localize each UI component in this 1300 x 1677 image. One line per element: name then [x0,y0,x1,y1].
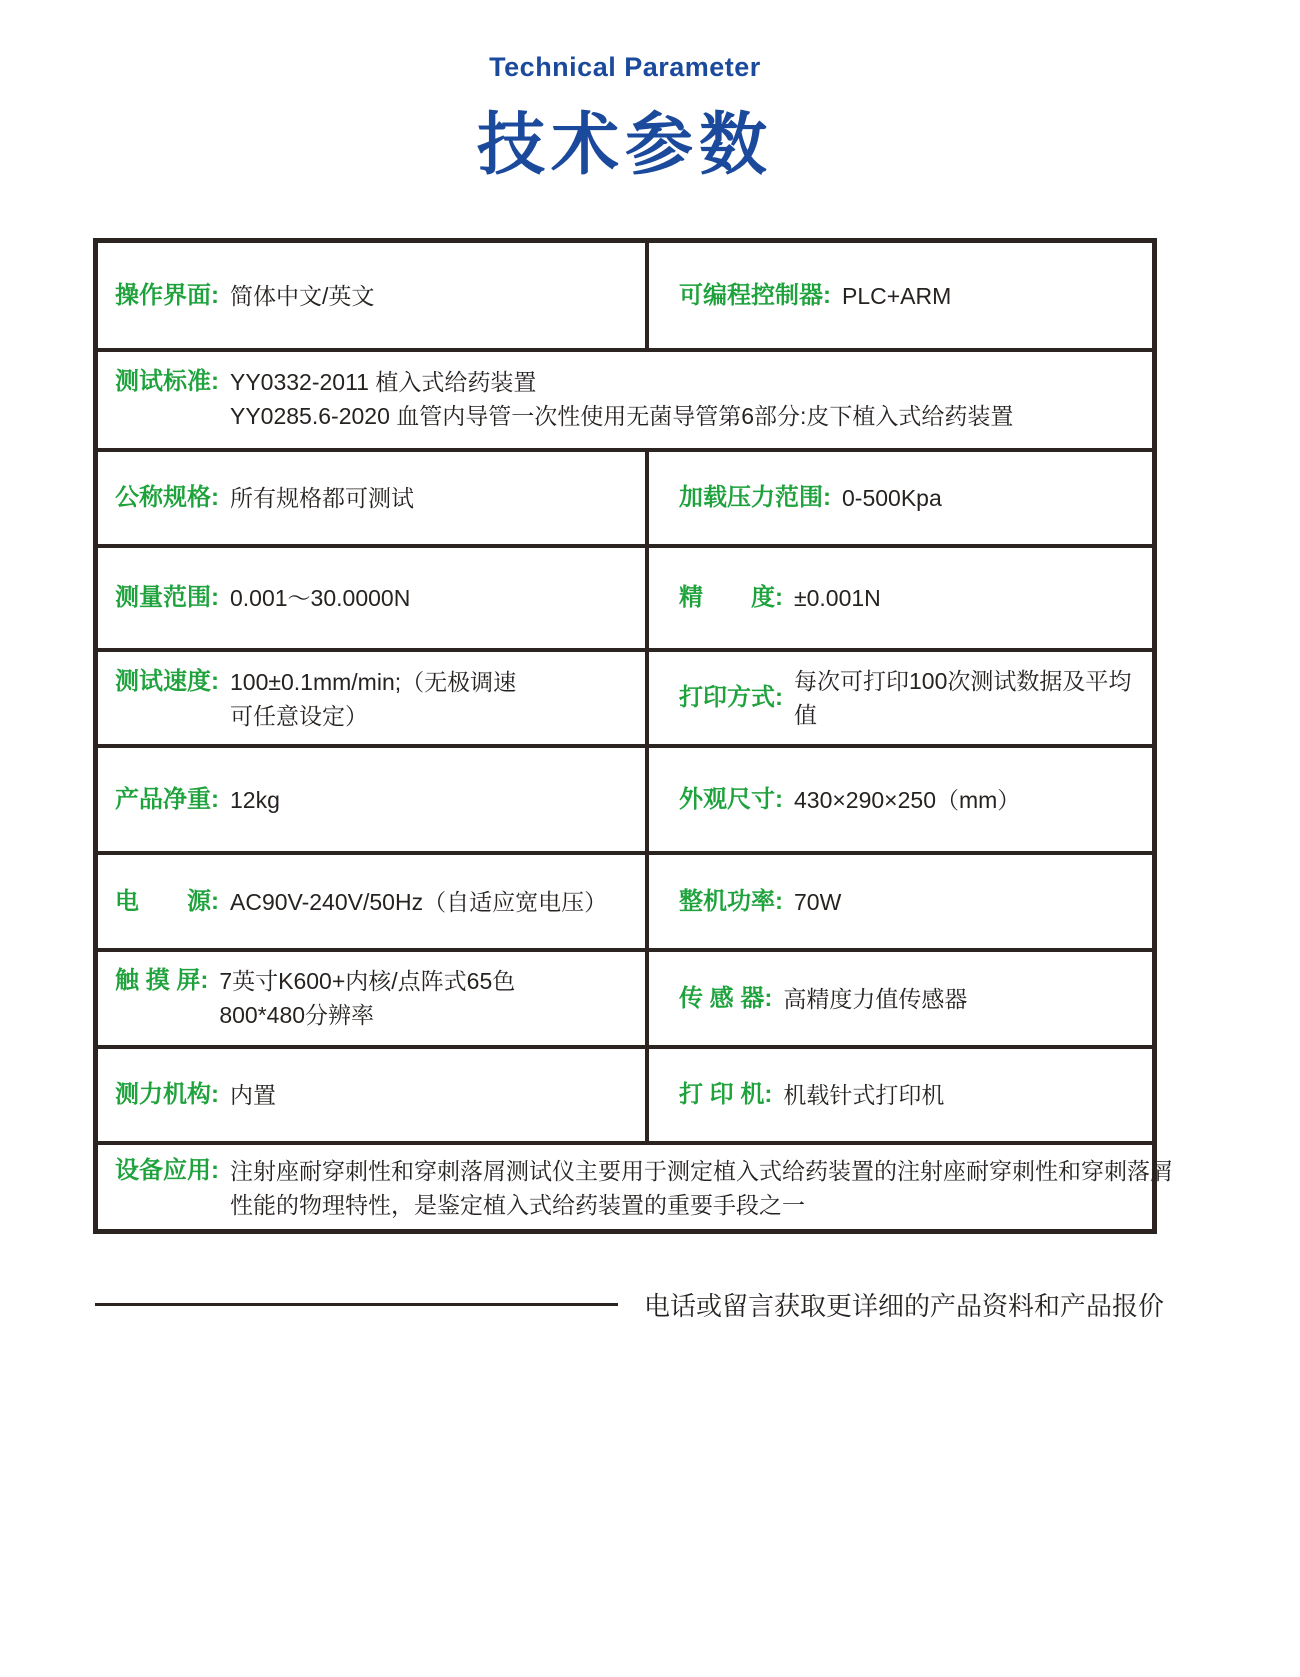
param-value [219,964,515,1032]
spec-table [93,238,1173,1234]
param-label: 触 摸 屏: [115,967,209,994]
param-value [230,1154,1173,1222]
cell-load-pressure-range [649,452,1152,544]
param-label: 打 印 机: [679,1081,773,1108]
param-value: AC90V-240V/50Hz（自适应宽电压） [230,888,608,915]
param-label: 测力机构: [115,1081,219,1108]
cell-plc-controller [649,243,1152,348]
param-value: 简体中文/英文 [230,282,375,309]
param-value [230,665,516,733]
cell-printer [649,1049,1152,1141]
param-value: 所有规格都可测试 [230,485,414,511]
footer-note: 电话或留言获取更详细的产品资料和产品报价 [644,1291,1165,1321]
param-label: 公称规格: [115,484,219,511]
value-line: 注射座耐穿刺性和穿刺落屑测试仪主要用于测定植入式给药装置的注射座耐穿刺性和穿刺落屑 [230,1158,1173,1184]
table-row-measure [98,544,1152,648]
value-line: 7英寸K600+内核/点阵式65色 [219,968,516,994]
value-line: YY0332-2011 植入式给药装置 [230,369,537,395]
subtitle-en: Technical Parameter [489,52,761,82]
cell-total-power [649,855,1152,948]
cell-measure-range [98,548,649,648]
table-row-application [98,1141,1173,1229]
param-label: 测试速度: [115,668,219,695]
param-value [230,365,1013,433]
param-label: 传 感 器: [679,984,773,1012]
value-line: 可任意设定） [230,703,368,729]
param-value: PLC+ARM [842,282,952,309]
param-value: 0-500Kpa [842,485,942,511]
param-label: 打印方式: [679,684,783,711]
cell-net-weight [98,748,649,851]
cell-operation-interface [98,243,649,348]
param-value: 高精度力值传感器 [783,985,968,1012]
table-row-screen [98,948,1152,1045]
param-label: 操作界面: [115,281,219,309]
param-label: 测量范围: [115,584,219,611]
param-label: 测试标准: [115,368,219,395]
param-label: 产品净重: [115,785,219,813]
param-value: 12kg [230,786,280,813]
value-line: 100±0.1mm/min;（无极调速 [230,669,517,695]
cell-power-supply [98,855,649,948]
table-row-force [98,1045,1152,1141]
param-label: 可编程控制器: [679,281,831,309]
cell-dimensions [649,748,1152,851]
param-value: 每次可打印100次测试数据及平均值 [794,668,1132,728]
cell-application [98,1145,1187,1229]
param-label: 整机功率: [679,887,783,915]
cell-sensor [649,952,1152,1045]
param-value: 430×290×250（mm） [794,786,1021,813]
header [93,52,1157,188]
cell-nominal-spec [98,452,649,544]
table-row-weight [98,744,1152,851]
table-row-spec [98,448,1152,544]
table-row-operation [98,243,1152,348]
param-label: 设备应用: [115,1157,219,1184]
param-label: 外观尺寸: [679,785,783,813]
param-label: 加载压力范围: [679,484,831,511]
table-row-power [98,851,1152,948]
page-title: 技术参数 [476,107,773,183]
param-value: ±0.001N [794,585,881,611]
param-value: 0.001～30.0000N [230,585,411,611]
divider-line [95,1303,618,1306]
value-line: YY0285.6-2020 血管内导管一次性使用无菌导管第6部分:皮下植入式给药装置 [230,403,1014,429]
cell-accuracy [649,548,1152,648]
cell-test-speed [98,652,649,744]
cell-print-mode [649,652,1152,744]
table-row-test-standard [98,348,1152,448]
param-value: 70W [794,888,842,915]
param-value: 机载针式打印机 [783,1082,945,1108]
value-line: 性能的物理特性，是鉴定植入式给药装置的重要手段之一 [230,1192,805,1218]
param-label: 电 源: [115,887,219,915]
param-label: 精 度: [679,584,783,611]
cell-touch-screen [98,952,649,1045]
cell-force-mechanism [98,1049,649,1141]
value-line: 800*480分辨率 [219,1002,375,1028]
param-value: 内置 [230,1082,276,1108]
cell-test-standard [98,352,1152,448]
footer [95,1286,1300,1323]
table-row-speed [98,648,1152,744]
